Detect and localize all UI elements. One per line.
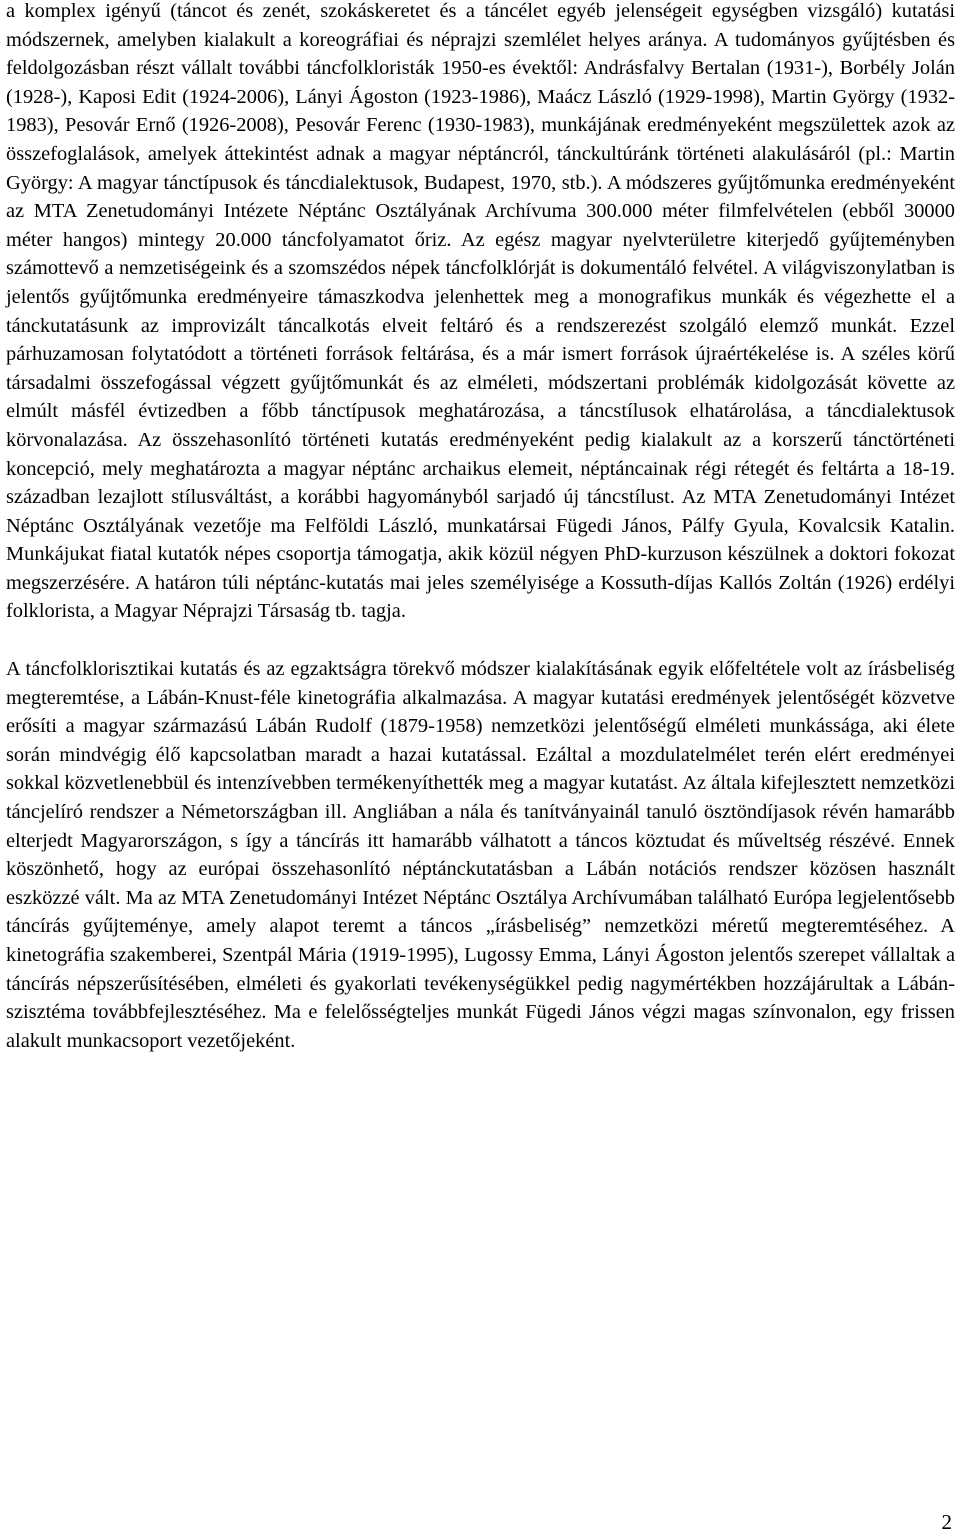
body-paragraph-1: a komplex igényű (táncot és zenét, szokáskeretet és a táncélet egyéb jelenségeit egységben vizsgáló) kutatási módszernek, amelyben kialakult a koreográfiai és néprajzi szemlélet helyes aránya. A tudományos gyűjtésben és feldolgozásban részt vállalt további táncfolkloristák 1950-es évektől: Andrásfalvy Bertalan (1931-), Borbély Jolán (1928-), Kaposi Edit (1924-2006), Lányi Ágoston (1923-1986), Maácz László (1929-1998), Martin György (1932-1983), Pesovár Ernő (1926-2008), Pesovár Ferenc (1930-1983), munkájának eredményeként megszülettek azok az összefoglalások, amelyek áttekintést adnak a magyar néptáncról, tánckultúránk történeti alakulásáról (pl.: Martin György: A magyar tánctípusok és táncdialektusok, Budapest, 1970, stb.). A módszeres gyűjtőmunka eredményeként az MTA Zenetudományi Intézete Néptánc Osztályának Archívuma 300.000 méter filmfelvételen (ebből 30000 méter hangos) mintegy 20.000 táncfolyamatot őriz. Az egész magyar nyelvterületre kiterjedő gyűjteményben számottevő a nemzetiségeink és a szomszédos népek táncfolklórját is dokumentáló felvétel. A világviszonylatban is jelentős gyűjtőmunka eredményeire támaszkodva jelenhettek meg a monografikus munkák és végezhette el a tánckutatásunk az improvizált táncalkotás elveit feltáró és a rendszerezést szolgáló elemző munkát. Ezzel párhuzamosan folytatódott a történeti források feltárása, és a már ismert források újraértékelése is. A széles körű társadalmi összefogással végzett gyűjtőmunkát és az elméleti, módszertani problémák kidolgozását követte az elmúlt másfél évtizedben a főbb tánctípusok meghatározása, a táncstílusok elhatárolása, a táncdialektusok körvonalazása. Az összehasonlító történeti kutatás eredményeként pedig kialakult az a korszerű tánctörténeti koncepció, mely meghatározta a magyar néptánc archaikus elemeit, néptáncainak régi rétegét és feltárta a 18-19. században lezajlott stílusváltást, a korábbi hagyományból sarjadó új táncstílust. Az MTA Zenetudományi Intézet Néptánc Osztályának vezetője ma Felföldi László, munkatársai Fügedi János, Pálfy Gyula, Kovalcsik Katalin. Munkájukat fiatal kutatók népes csoportja támogatja, akik közül négyen PhD-kurzuson készülnek a doktori fokozat megszerzésére. A határon túli néptánc-kutatás mai jeles személyisége a Kossuth-díjas Kallós Zoltán (1926) erdélyi folklorista, a Magyar Néprajzi Társaság tb. tagja.	[6, 0, 955, 623]
body-paragraph-2: A táncfolklorisztikai kutatás és az egzaktságra törekvő módszer kialakításának egyik előfeltétele volt az írásbeliség megteremtése, a Lábán-Knust-féle kinetográfia alkalmazása. A magyar kutatási eredmények jelentőségét közvetve erősíti a magyar származású Lábán Rudolf (1879-1958) nemzetközi jelentőségű elméleti munkássága, aki élete során mindvégig élő kapcsolatban maradt a hazai kutatással. Ezáltal a mozdulatelmélet terén elért eredményei sokkal közvetlenebbül és intenzívebben termékenyíthették meg a magyar kutatást. Az általa kifejlesztett nemzetközi táncjelíró rendszer a Németországban ill. Angliában a nála és tanítványainál tanuló ösztöndíjasok révén hamarább elterjedt Magyarországon, s így a táncírás itt hamarább válhatott a táncos köztudat és műveltség részévé. Ennek köszönhető, hogy az európai összehasonlító néptánckutatásban a Lábán notációs rendszer közösen használt eszközzé vált. Ma az MTA Zenetudományi Intézet Néptánc Osztálya Archívumában található Európa legjelentősebb táncírás gyűjteménye, amely alapot teremt a táncos „írásbeliség” nemzetközi méretű megteremtéséhez. A kinetográfia szakemberei, Szentpál Mária (1919-1995), Lugossy Emma, Lányi Ágoston jelentős szerepet vállaltak a táncírás népszerűsítésében, elméleti és gyakorlati tevékenységükkel pedig nagymértékben hozzájárultak a Lábán-szisztéma továbbfejlesztéséhez. Ma e felelősségteljes munkát Fügedi János végzi magas színvonalon, egy frissen alakult munkacsoport vezetőjeként.	[6, 658, 955, 1052]
document-page	[6, 0, 955, 1055]
page-number: 2	[941, 1510, 952, 1534]
